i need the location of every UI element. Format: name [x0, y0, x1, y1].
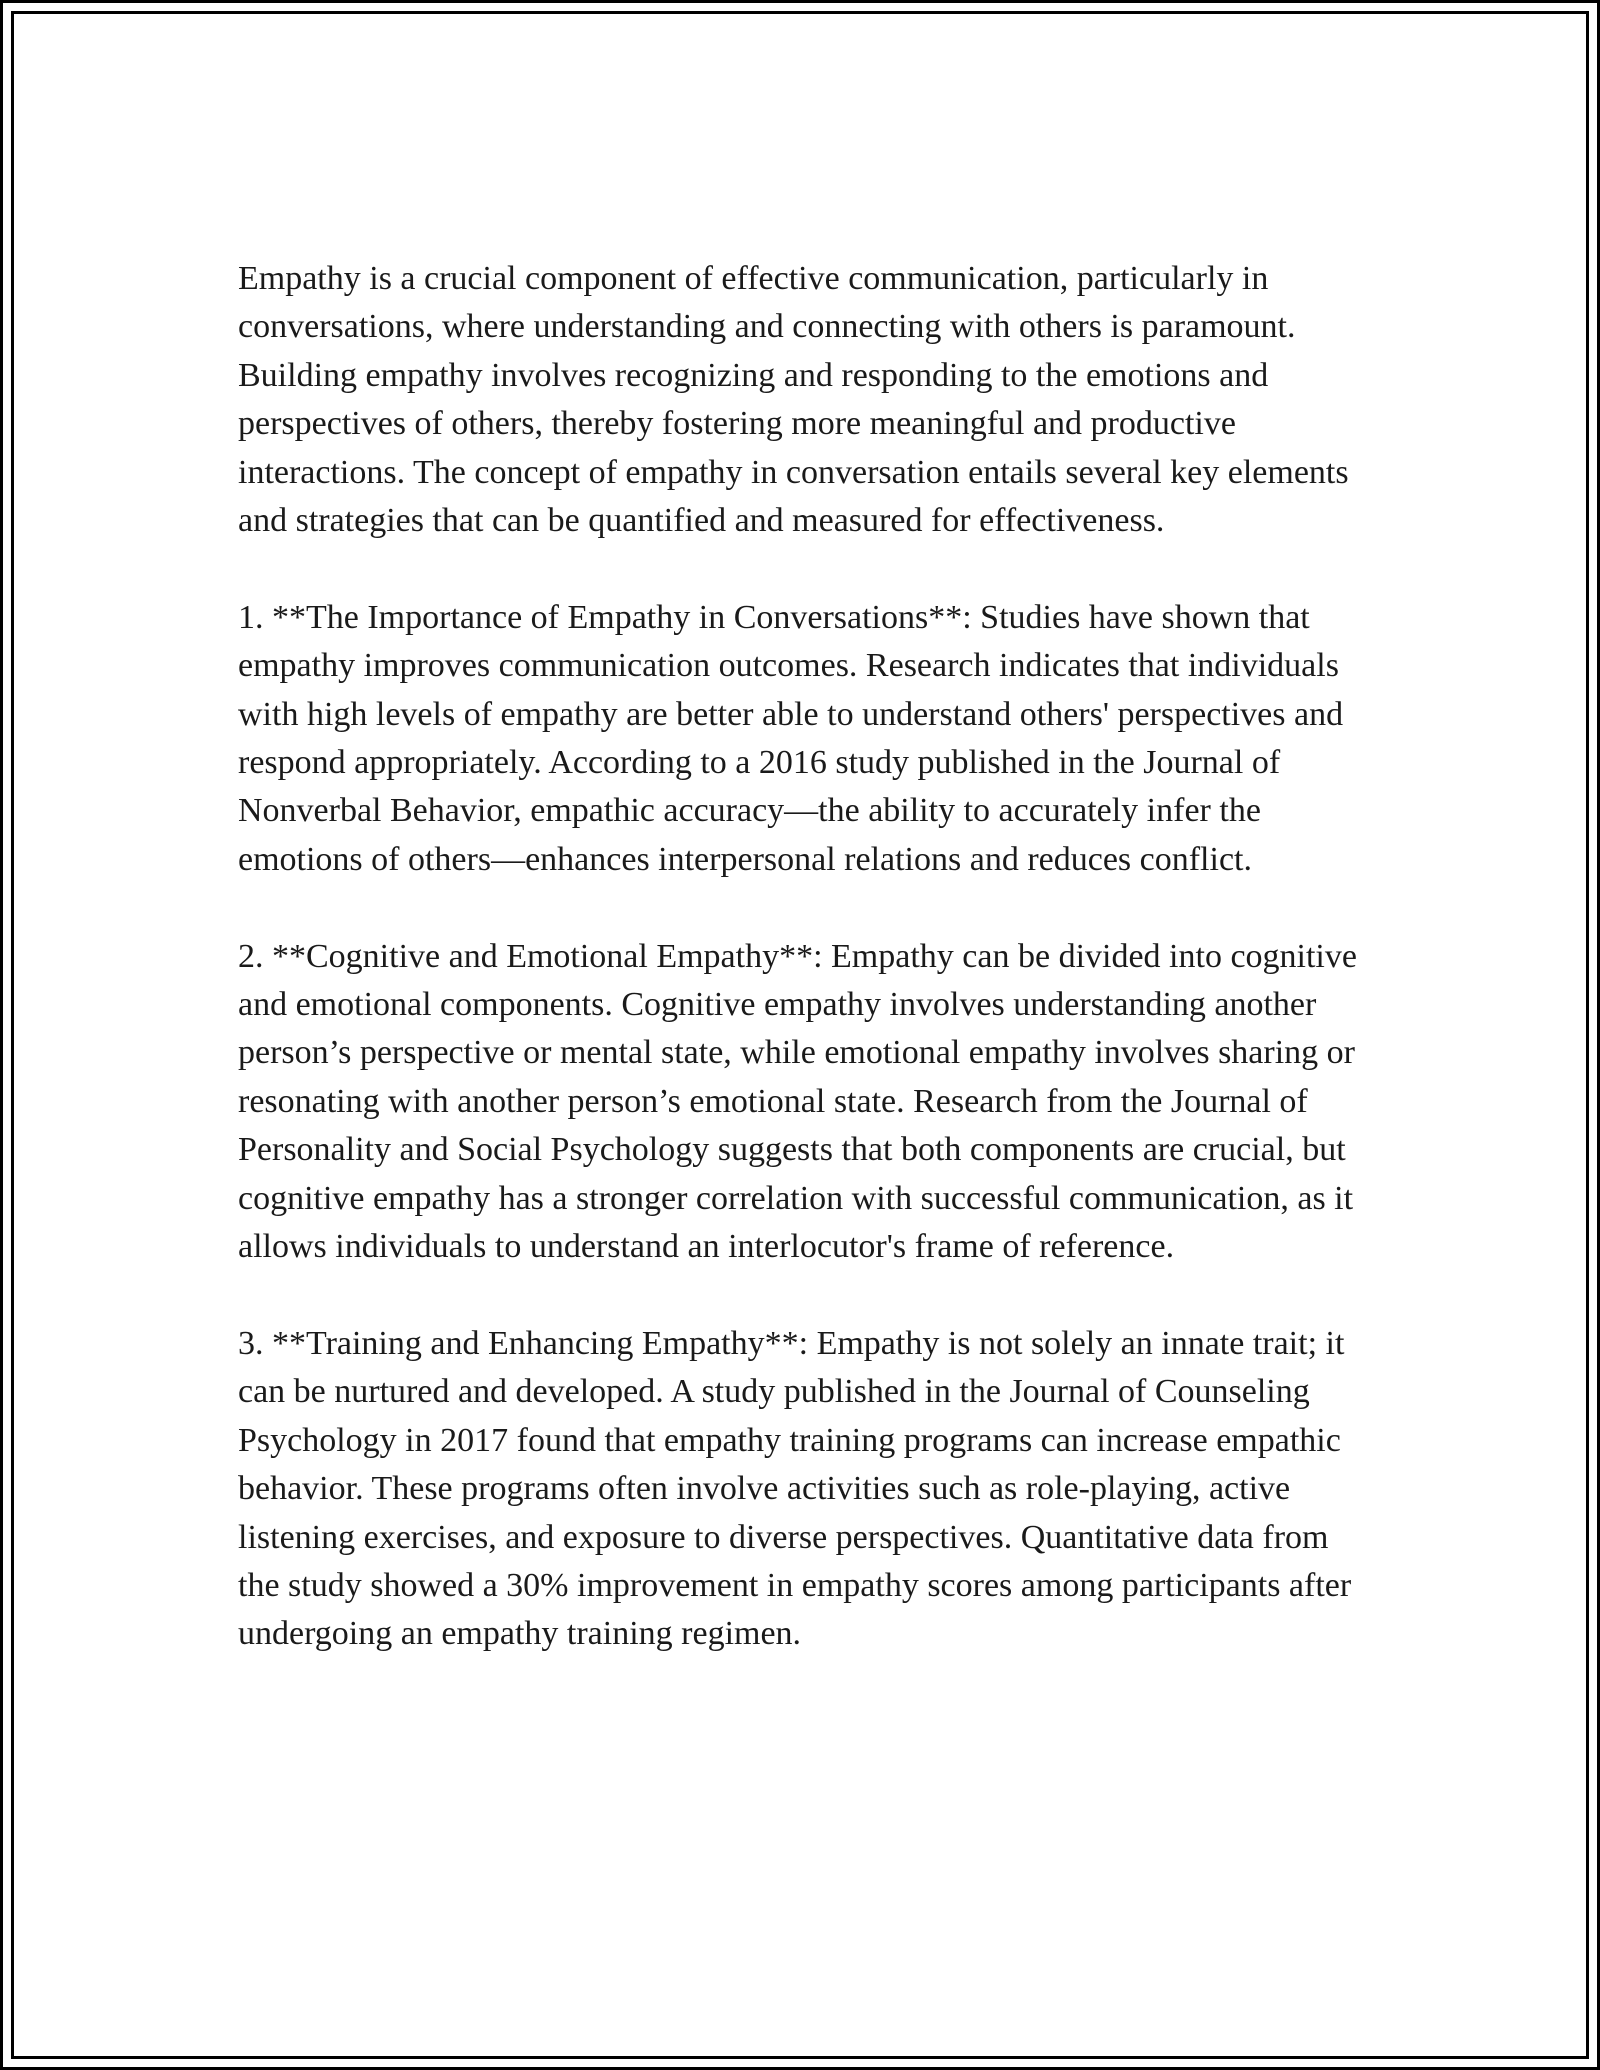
paragraph-importance-of-empathy: 1. **The Importance of Empathy in Conversations**: Studies have shown that empathy improves communication outcomes. Research indicates that individuals with high levels of empathy are better able to understand others' perspectives and respond appropriately. According to a 2016 study published in the Journal of Nonverbal Behavior, empathic accuracy—the ability to accurately infer the emotions of others—enhances interpersonal relations and reduces conflict.: [238, 598, 1344, 878]
paragraph-cognitive-emotional-empathy: 2. **Cognitive and Emotional Empathy**: Empathy can be divided into cognitive and emotional components. Cognitive empathy involves understanding another person’s perspective or mental state, while emotional empathy involves sharing or resonating with another person’s emotional state. Research from the Journal of Personality and Social Psychology suggests that both components are crucial, but cognitive empathy has a stronger correlation with successful communication, as it allows individuals to understand an interlocutor's frame of reference.: [238, 937, 1357, 1266]
paragraph-training-empathy: 3. **Training and Enhancing Empathy**: Empathy is not solely an innate trait; it can be nurtured and developed. A study published in the Journal of Counseling Psychology in 2017 found that empathy training programs can increase empathic behavior. These programs often involve activities such as role-playing, active listening exercises, and exposure to diverse perspectives. Quantitative data from the study showed a 30% improvement in empathy scores among participants after undergoing an empathy training regimen.: [238, 1324, 1352, 1653]
intro-paragraph: Empathy is a crucial component of effective communication, particularly in conversations, where understanding and connecting with others is paramount. Building empathy involves recognizing and responding to the emotions and perspectives of others, thereby fostering more meaningful and productive interactions. The concept of empathy in conversation entails several key elements and strategies that can be quantified and measured for effectiveness.: [238, 260, 1349, 540]
document-body: [238, 255, 1378, 1659]
